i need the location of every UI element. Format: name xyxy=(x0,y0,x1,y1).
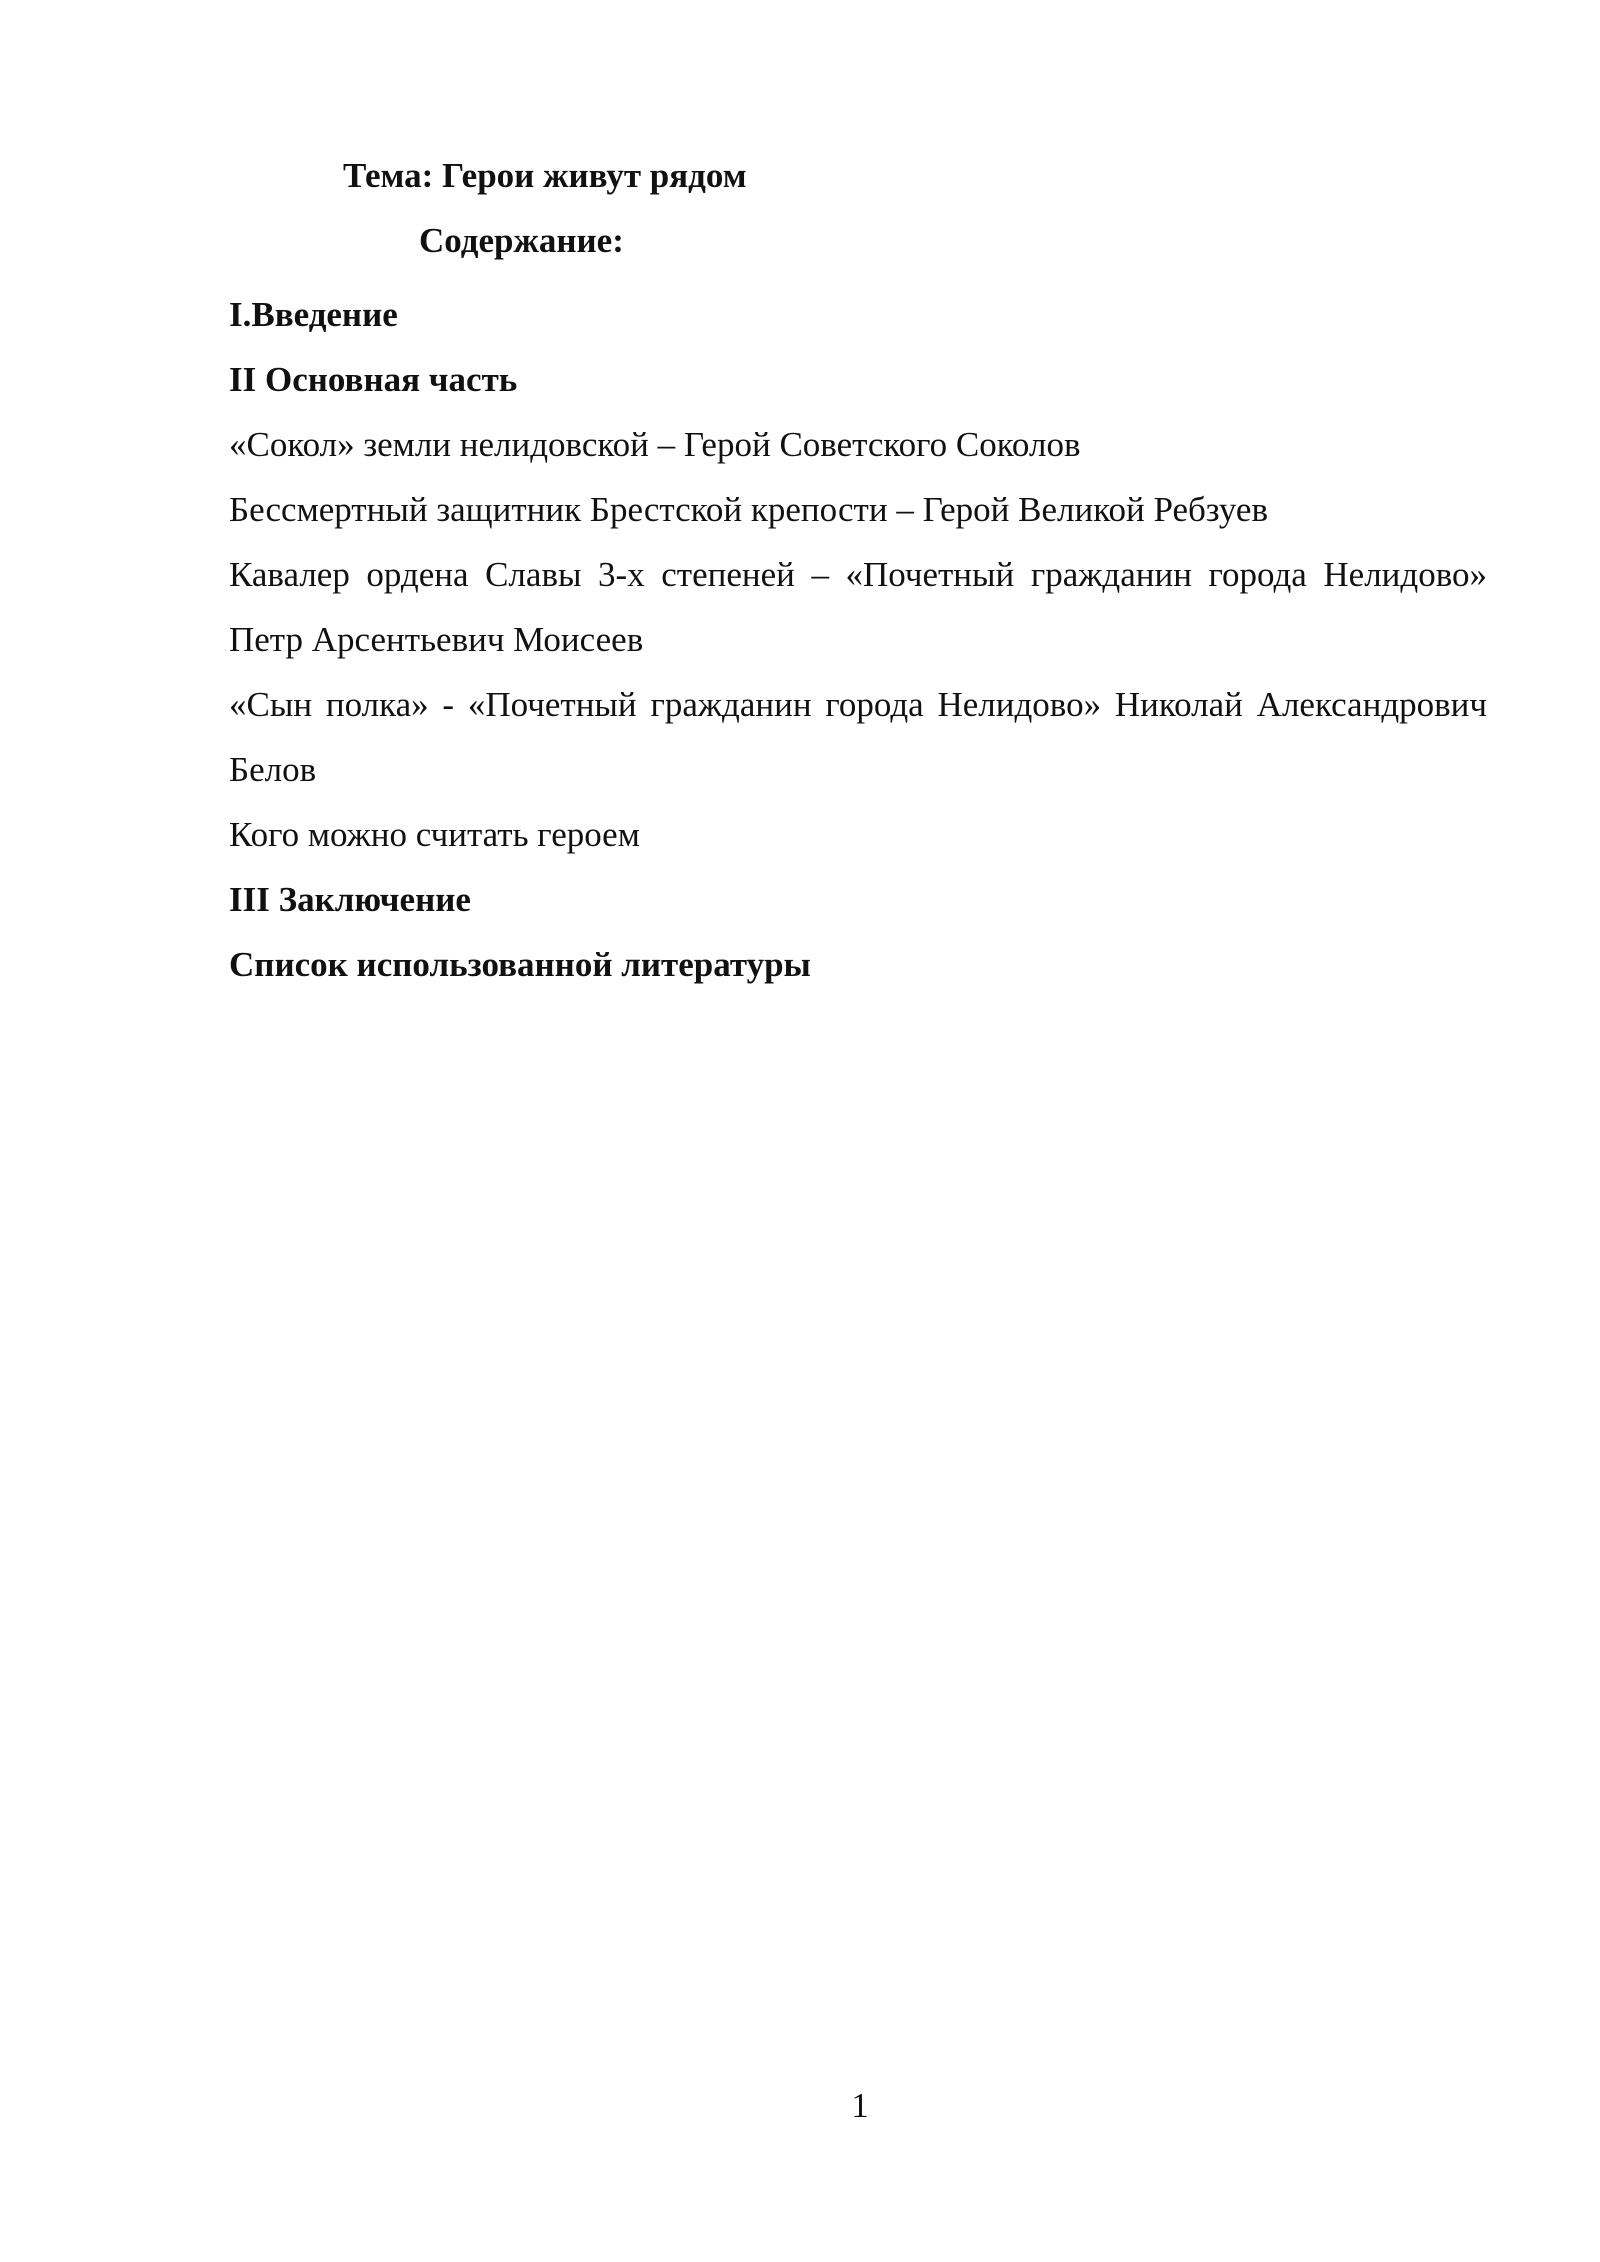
toc-item-who-is-hero: Кого можно считать героем xyxy=(229,815,640,854)
toc-item-introduction: I.Введение xyxy=(229,295,398,334)
toc-item-sokolov: «Сокол» земли нелидовской – Герой Советского Соколов xyxy=(229,425,1081,464)
toc-item-conclusion: III Заключение xyxy=(229,880,471,919)
toc-item-bibliography: Список использованной литературы xyxy=(229,945,811,984)
page-number: 1 xyxy=(851,2086,869,2125)
toc-item-rebzuev: Бессмертный защитник Брестской крепости – Герой Великой Ребзуев xyxy=(229,490,1268,529)
document-title: Тема: Герои живут рядом xyxy=(343,156,747,195)
toc-item-moiseev: Кавалер ордена Славы 3-х степеней – «Почетный гражданин города Нелидово» Петр Арсентьевич Моисеев xyxy=(229,555,1487,659)
toc-item-belov: «Сын полка» - «Почетный гражданин города Нелидово» Николай Александрович Белов xyxy=(229,685,1487,789)
contents-heading: Содержание: xyxy=(419,221,624,260)
table-of-contents xyxy=(229,282,1487,997)
toc-item-main-part: II Основная часть xyxy=(229,360,518,399)
